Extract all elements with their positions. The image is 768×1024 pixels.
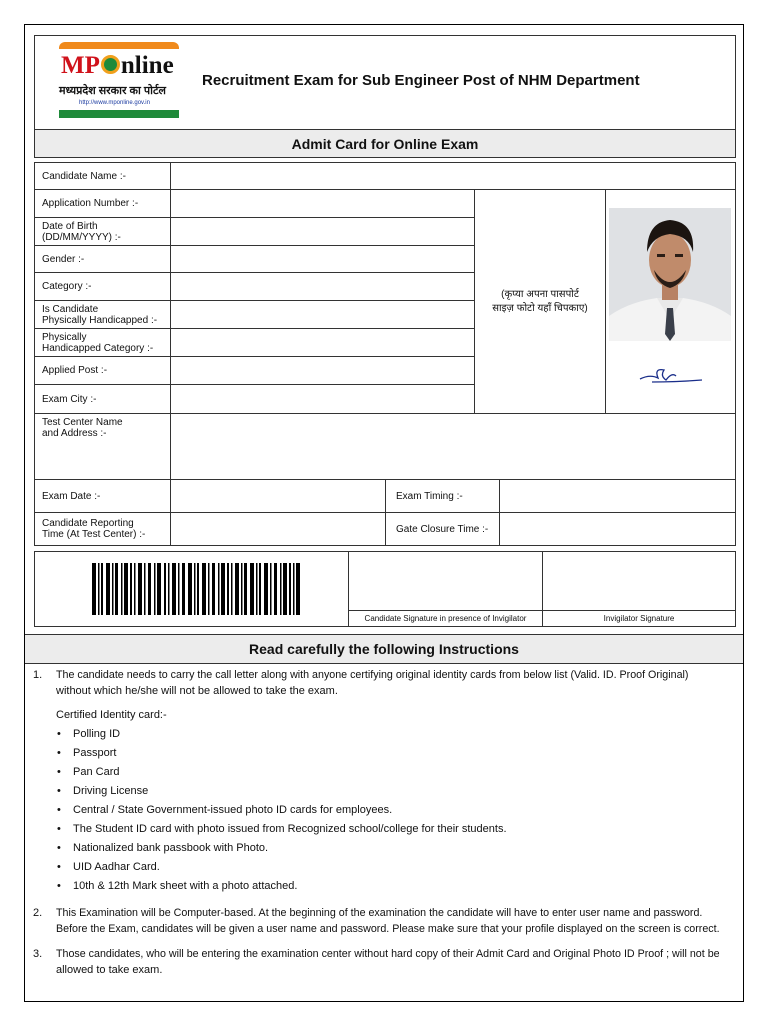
instruction-3-line2: allowed to take exam. bbox=[56, 963, 163, 976]
invigilator-signature-caption: Invigilator Signature bbox=[603, 614, 675, 623]
bullet-icon: • bbox=[57, 728, 61, 740]
signature-scribble bbox=[636, 362, 706, 388]
physically-handicapped-label bbox=[34, 300, 171, 329]
instruction-2-text bbox=[56, 906, 736, 937]
exam-date-value bbox=[170, 479, 386, 513]
instruction-3-line1: Those candidates, who will be entering the examination center without hard copy of their Admit Card and Original Photo ID Proof ; will not be bbox=[56, 948, 720, 960]
application-number-value bbox=[170, 189, 475, 218]
instruction-1-text bbox=[56, 668, 736, 699]
exam-timing-label: Exam Timing :- bbox=[385, 479, 500, 513]
instructions-heading-bar bbox=[25, 634, 743, 664]
logo-o-icon bbox=[101, 55, 120, 74]
category-value bbox=[170, 272, 475, 301]
header-box bbox=[34, 35, 736, 130]
logo-wordmark bbox=[61, 52, 174, 80]
admit-card-page bbox=[24, 24, 744, 1002]
id-card-item bbox=[57, 860, 160, 876]
instruction-1-line1: The candidate needs to carry the call letter along with anyone certifying original identity cards from below list (Valid. ID. Proof Original) bbox=[56, 669, 689, 681]
candidate-photo-image bbox=[609, 208, 731, 341]
logo-hindi-subtitle: मध्यप्रदेश सरकार का पोर्टल bbox=[59, 85, 166, 97]
ph-category-line1: Physically bbox=[42, 331, 87, 343]
barcode bbox=[92, 563, 302, 615]
candidate-signature-caption: Candidate Signature in presence of Invigilator bbox=[364, 614, 527, 623]
candidate-photo-box bbox=[605, 189, 736, 414]
candidate-name-label: Candidate Name :- bbox=[34, 162, 171, 190]
application-number-label: Application Number :- bbox=[34, 189, 171, 218]
handicapped-category-value bbox=[170, 328, 475, 357]
category-label: Category :- bbox=[34, 272, 171, 301]
bullet-icon: • bbox=[57, 823, 61, 835]
invigilator-signature-caption-box bbox=[542, 610, 736, 627]
id-card-label: Central / State Government-issued photo ID cards for employees. bbox=[73, 804, 393, 816]
bullet-icon: • bbox=[57, 880, 61, 892]
logo-url: http://www.mponline.gov.in bbox=[79, 100, 150, 106]
id-card-item bbox=[57, 765, 120, 781]
reporting-time-label bbox=[34, 512, 171, 546]
logo-orange-bar bbox=[59, 42, 179, 49]
gender-value bbox=[170, 245, 475, 273]
dob-value bbox=[170, 217, 475, 246]
id-card-label: The Student ID card with photo issued from Recognized school/college for their students. bbox=[73, 823, 507, 835]
photo-instruction-box bbox=[474, 189, 606, 414]
candidate-signature-caption-box bbox=[348, 610, 543, 627]
id-card-item bbox=[57, 879, 298, 895]
logo-online: nline bbox=[120, 52, 174, 79]
bullet-icon: • bbox=[57, 766, 61, 778]
admit-card-title-bar bbox=[34, 129, 736, 158]
reporting-time-value bbox=[170, 512, 386, 546]
gender-label: Gender :- bbox=[34, 245, 171, 273]
dob-label bbox=[34, 217, 171, 246]
bullet-icon: • bbox=[57, 785, 61, 797]
bullet-icon: • bbox=[57, 747, 61, 759]
photo-instruction-line2: साइज़ फोटो यहाँ चिपकाए) bbox=[492, 302, 588, 314]
photo-instruction-line1: (कृप्या अपना पासपोर्ट bbox=[501, 288, 579, 300]
logo-green-bar bbox=[59, 110, 179, 118]
id-card-label: Polling ID bbox=[73, 728, 121, 740]
id-card-item bbox=[57, 746, 117, 762]
bullet-icon: • bbox=[57, 842, 61, 854]
test-center-line1: Test Center Name bbox=[42, 417, 123, 428]
handicapped-category-label bbox=[34, 328, 171, 357]
reporting-time-line1: Candidate Reporting bbox=[42, 518, 134, 529]
test-center-label bbox=[34, 413, 171, 480]
id-card-label: Nationalized bank passbook with Photo. bbox=[73, 842, 269, 854]
ph-category-line2: Handicapped Category :- bbox=[42, 342, 154, 354]
id-card-item bbox=[57, 803, 393, 819]
instruction-2-line1: This Examination will be Computer-based. At the beginning of the examination the candidate will have to enter user name and password. bbox=[56, 907, 703, 919]
exam-city-label: Exam City :- bbox=[34, 384, 171, 414]
mponline-logo bbox=[57, 42, 182, 124]
reporting-time-line2: Time (At Test Center) :- bbox=[42, 529, 146, 540]
bullet-icon: • bbox=[57, 861, 61, 873]
invigilator-signature-area bbox=[542, 551, 736, 611]
instruction-2-number: 2. bbox=[33, 907, 43, 919]
barcode-box bbox=[34, 551, 349, 627]
physically-handicapped-value bbox=[170, 300, 475, 329]
instruction-2-line2: Before the Exam, candidates will be given a user name and password. Please make sure that your profile displayed on the screen is correct. bbox=[56, 922, 720, 935]
dob-label-line1: Date of Birth bbox=[42, 220, 98, 232]
candidate-name-value bbox=[170, 162, 736, 190]
id-card-item bbox=[57, 727, 121, 743]
id-card-label: Driving License bbox=[73, 785, 149, 797]
id-card-item bbox=[57, 841, 269, 857]
applied-post-label: Applied Post :- bbox=[34, 356, 171, 385]
admit-card-title: Admit Card for Online Exam bbox=[291, 135, 479, 152]
test-center-value bbox=[170, 413, 736, 480]
candidate-signature bbox=[636, 362, 706, 388]
dob-label-line2: (DD/MM/YYYY) :- bbox=[42, 231, 121, 243]
instruction-3-text bbox=[56, 947, 736, 978]
bullet-icon: • bbox=[57, 804, 61, 816]
instruction-3-number: 3. bbox=[33, 948, 43, 960]
certified-id-heading: Certified Identity card:- bbox=[56, 709, 167, 721]
exam-city-value bbox=[170, 384, 475, 414]
applied-post-value bbox=[170, 356, 475, 385]
candidate-photo bbox=[609, 208, 731, 341]
id-card-label: 10th & 12th Mark sheet with a photo attached. bbox=[73, 880, 298, 892]
id-card-item bbox=[57, 822, 507, 838]
ph-label-line1: Is Candidate bbox=[42, 303, 99, 315]
logo-mp: MP bbox=[61, 52, 100, 79]
exam-title: Recruitment Exam for Sub Engineer Post of NHM Department bbox=[202, 72, 640, 89]
id-card-item bbox=[57, 784, 149, 800]
test-center-line2: and Address :- bbox=[42, 428, 107, 439]
exam-timing-value bbox=[499, 479, 736, 513]
instruction-1-line2: without which he/she will not be allowed to take the exam. bbox=[56, 684, 338, 697]
id-card-label: Pan Card bbox=[73, 766, 120, 778]
id-card-label: Passport bbox=[73, 747, 117, 759]
candidate-signature-area bbox=[348, 551, 543, 611]
gate-closure-label: Gate Closure Time :- bbox=[385, 512, 500, 546]
id-card-label: UID Aadhar Card. bbox=[73, 861, 160, 873]
instruction-1-number: 1. bbox=[33, 669, 43, 681]
gate-closure-value bbox=[499, 512, 736, 546]
exam-date-label: Exam Date :- bbox=[34, 479, 171, 513]
instructions-heading: Read carefully the following Instructions bbox=[249, 641, 519, 657]
ph-label-line2: Physically Handicapped :- bbox=[42, 314, 158, 326]
